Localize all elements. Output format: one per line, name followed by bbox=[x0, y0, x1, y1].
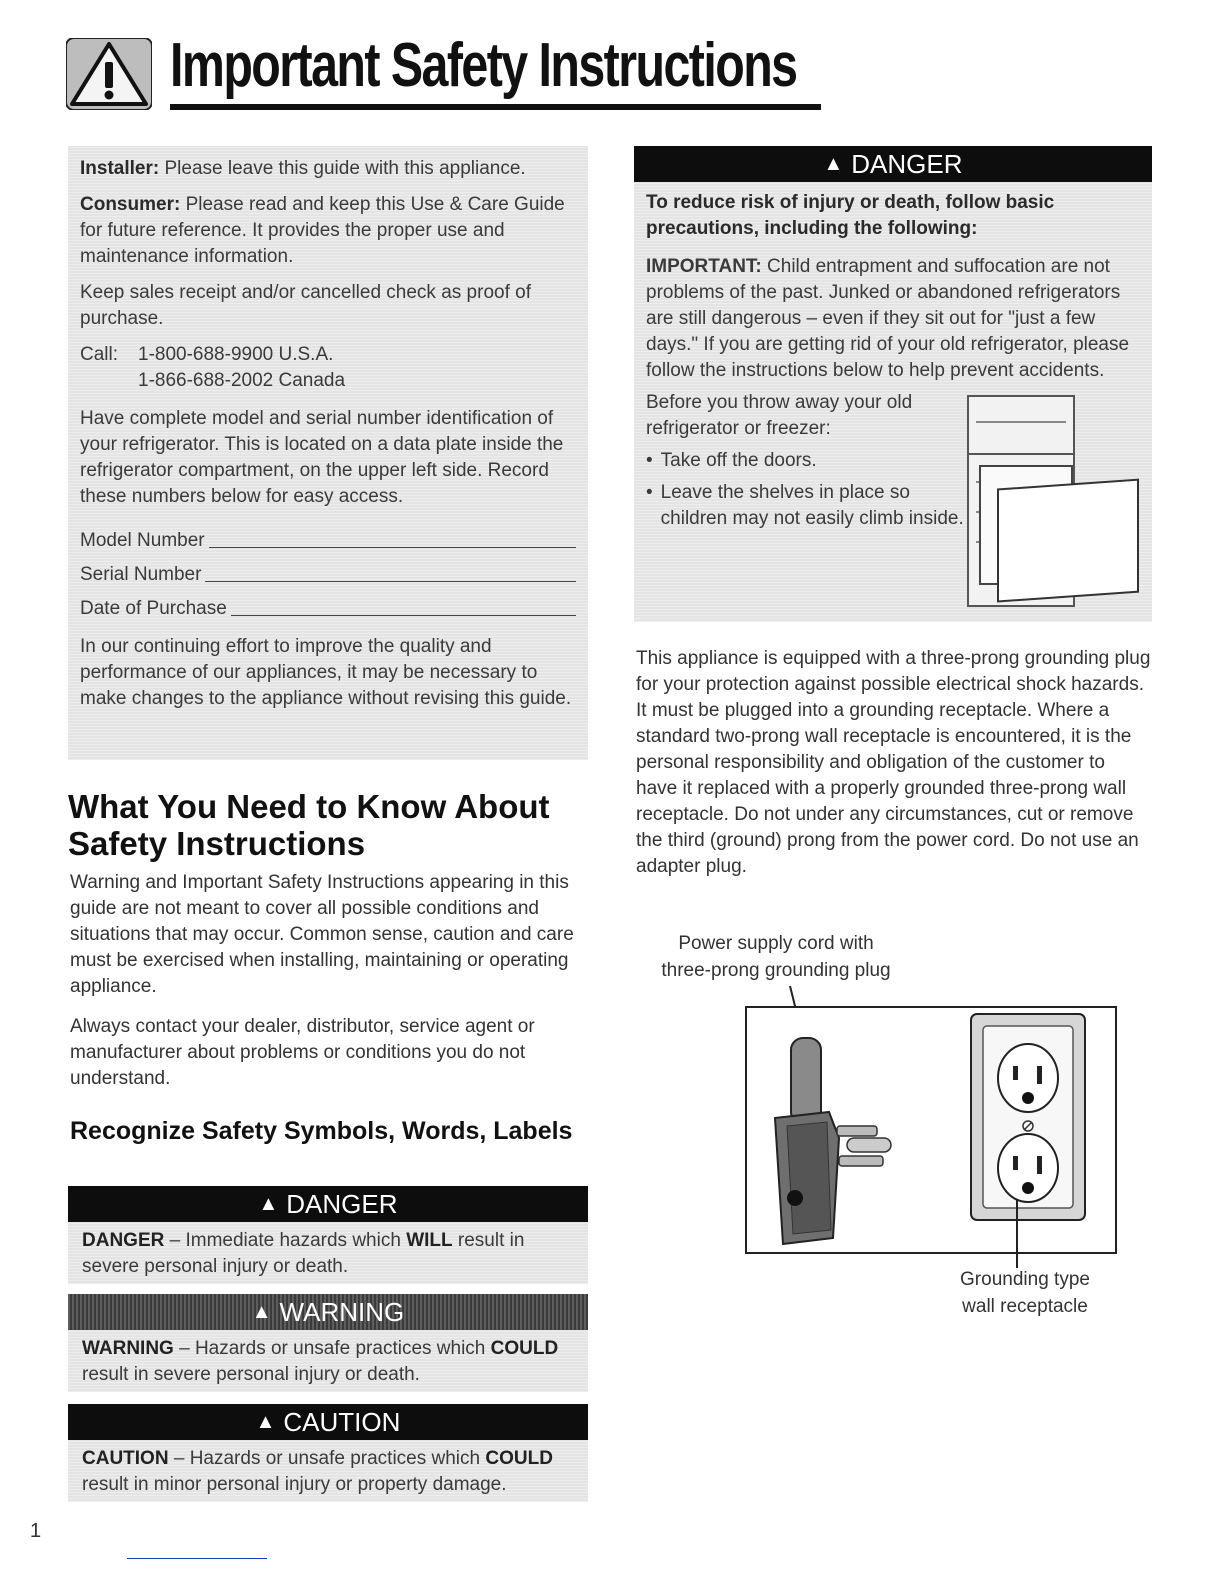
installer-consumer-info-box bbox=[68, 146, 588, 760]
warning-definition: WARNING – Hazards or unsafe practices which COULD result in severe personal injury or death. bbox=[68, 1330, 588, 1392]
disposal-intro: Before you throw away your old refrigerator or freezer: bbox=[646, 392, 913, 439]
phone-usa: 1-800-688-9900 U.S.A. bbox=[138, 344, 334, 365]
receipt-note: Keep sales receipt and/or cancelled check as proof of purchase. bbox=[80, 282, 531, 329]
important-note: IMPORTANT: Child entrapment and suffocation are not problems of the past. Junked or abandoned refrigerators are still dangerous – even if they sit out for "just a few days." If you are getting rid of your old refrigerator, please follow the instructions below to help prevent accidents. bbox=[646, 256, 1130, 381]
safety-instructions-heading: What You Need to Know About Safety Instructions bbox=[68, 788, 550, 862]
plug-outlet-drawing bbox=[747, 1008, 1115, 1252]
model-number-field: Model Number bbox=[80, 520, 576, 554]
grounding-paragraph: This appliance is equipped with a three-prong grounding plug for your protection against possible electrical shock hazards. It must be plugged into a grounding receptacle. Where a standard two-prong wall receptacle is encountered, it is the personal responsibility and obligation of the customer to have it replaced with a properly grounded three-prong wall receptacle. Do not under any circumstances, cut or remove the third (ground) prong from the power cord. Do not use an adapter plug. bbox=[636, 648, 1151, 877]
receptacle-leader-line bbox=[1016, 1200, 1018, 1268]
date-of-purchase-field: Date of Purchase bbox=[80, 588, 576, 622]
footer-rule bbox=[127, 1558, 267, 1559]
improvement-note: In our continuing effort to improve the quality and performance of our appliances, it may be necessary to make changes to the appliance without revising this guide. bbox=[80, 636, 572, 709]
danger-label-bar: ▲ DANGER bbox=[68, 1186, 588, 1222]
phone-canada: 1-866-688-2002 Canada bbox=[138, 370, 346, 391]
alert-triangle-icon: ▲ bbox=[823, 152, 844, 175]
title-underline bbox=[170, 104, 821, 110]
caution-definition: CAUTION – Hazards or unsafe practices which COULD result in minor personal injury or property damage. bbox=[68, 1440, 588, 1502]
bullet-item: • Leave the shelves in place so children may not easily climb inside. bbox=[646, 482, 964, 529]
warning-label-bar: ▲ WARNING bbox=[68, 1294, 588, 1330]
refrigerator-illustration bbox=[962, 394, 1142, 616]
child-entrapment-danger-box bbox=[634, 182, 1152, 622]
alert-triangle-icon: ▲ bbox=[258, 1192, 279, 1215]
danger-header-bar: ▲ DANGER bbox=[634, 146, 1152, 182]
receptacle-caption: Grounding type wall receptacle bbox=[960, 1269, 1090, 1317]
phone-numbers: Call: 1-800-688-9900 U.S.A. 1-866-688-2002 Canada bbox=[80, 344, 346, 391]
caution-label-bar: ▲ CAUTION bbox=[68, 1404, 588, 1440]
warning-triangle-icon bbox=[66, 38, 152, 110]
model-info-note: Have complete model and serial number identification of your refrigerator. This is located on a data plate inside the refrigerator compartment, on the upper left side. Record these numbers below for easy access. bbox=[80, 408, 564, 507]
plug-and-outlet-illustration bbox=[745, 1006, 1117, 1254]
consumer-note: Consumer: Please read and keep this Use & Care Guide for future reference. It provides the proper use and maintenance information. bbox=[80, 194, 565, 267]
page-title: Important Safety Instructions bbox=[170, 31, 797, 100]
safety-paragraph-2: Always contact your dealer, distributor, service agent or manufacturer about problems or conditions you do not understand. bbox=[70, 1016, 535, 1089]
danger-definition: DANGER – Immediate hazards which WILL result in severe personal injury or death. bbox=[68, 1222, 588, 1284]
power-cord-caption: Power supply cord with three-prong grounding plug bbox=[661, 933, 891, 981]
alert-triangle-icon: ▲ bbox=[255, 1410, 276, 1433]
danger-lead: To reduce risk of injury or death, follow basic precautions, including the following: bbox=[646, 192, 1055, 239]
alert-triangle-icon: ▲ bbox=[251, 1300, 272, 1323]
page-number: 1 bbox=[30, 1520, 42, 1542]
serial-number-field: Serial Number bbox=[80, 554, 576, 588]
safety-paragraph-1: Warning and Important Safety Instructions appearing in this guide are not meant to cover all possible conditions and situations that may occur. Common sense, caution and care must be exercised when installing, maintaining or operating appliance. bbox=[70, 872, 574, 997]
recognize-symbols-heading: Recognize Safety Symbols, Words, Labels bbox=[70, 1117, 573, 1145]
installer-note: Installer: Please leave this guide with this appliance. bbox=[80, 158, 526, 179]
bullet-item: • Take off the doors. bbox=[646, 450, 817, 471]
